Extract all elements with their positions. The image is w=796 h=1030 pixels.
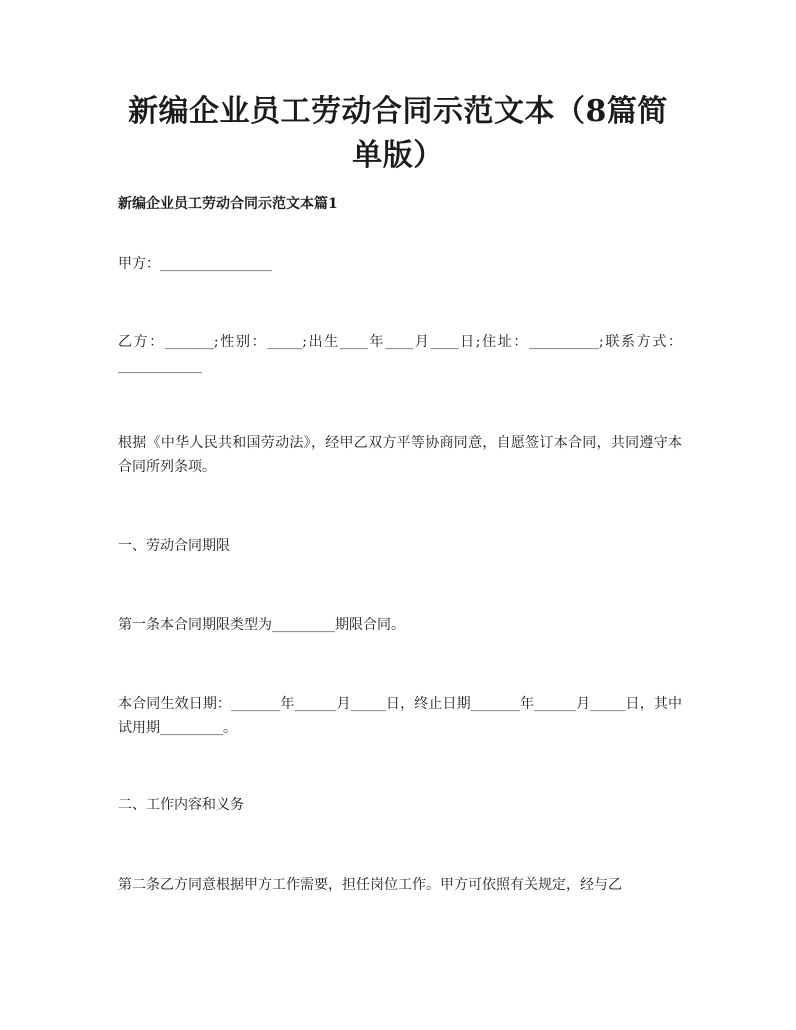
section-title: 新编企业员工劳动合同示范文本篇1 [118,196,338,212]
section-heading-work: 二、工作内容和义务 [118,797,244,813]
article-1: 第一条本合同期限类型为_________期限合同。 [118,617,405,633]
effective-date-paragraph: 本合同生效日期：_______年______月_____日，终止日期_______年______月_____日，其中试用期_________。 [118,696,682,736]
section-heading-term: 一、劳动合同期限 [118,538,230,554]
article-2: 第二条乙方同意根据甲方工作需要，担任岗位工作。甲方可依照有关规定，经与乙 [118,877,622,893]
party-b-line: 乙方：_______;性别：_____;出生____年____月____日;住址：__________;联系方式：____________ [118,334,682,374]
party-a-line: 甲方：________________ [118,256,272,272]
document-title: 新编企业员工劳动合同示范文本（8篇简单版） [128,94,668,173]
intro-paragraph: 根据《中华人民共和国劳动法》，经甲乙双方平等协商同意，自愿签订本合同，共同遵守本合同所列条项。 [118,435,682,475]
